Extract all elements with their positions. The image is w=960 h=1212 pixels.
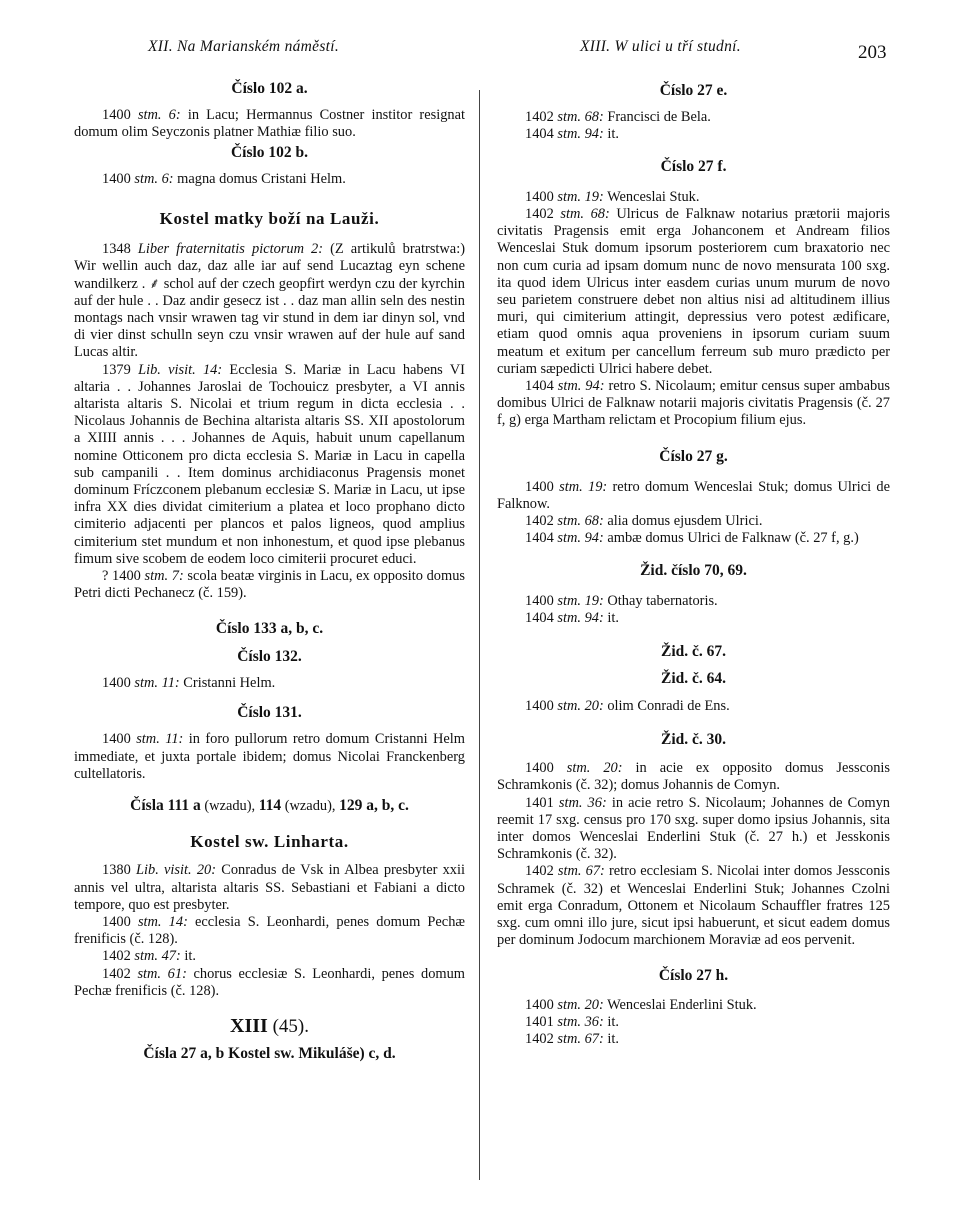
text-run: 1348 (102, 241, 138, 258)
right-column (497, 76, 890, 1048)
entry-paragraph (74, 731, 465, 783)
text-run: in foro pullorum retro domum Cristanni Helm immediate, et juxta portale ibidem; domus Nicolai Franckenberg cultellatoris. (74, 731, 465, 782)
entry-paragraph (74, 568, 465, 602)
text-run: it. (180, 948, 196, 965)
text-run: stm. 19: (559, 478, 608, 495)
text-run: stm. 68: (557, 513, 604, 530)
section-heading (74, 797, 465, 815)
text-run: Wenceslai Enderlini Stuk. (603, 996, 757, 1013)
text-run: stm. 36: (558, 794, 607, 811)
entry-paragraph (497, 189, 890, 206)
section-heading: Číslo 102 a. (231, 80, 308, 97)
text-run: 1402 (102, 965, 138, 982)
entry-paragraph (74, 862, 465, 914)
text-run: 129 a, b, c. (339, 796, 409, 814)
text-run: 1379 (102, 361, 139, 378)
text-run: stm. 36: (557, 1013, 604, 1030)
text-run: 1402 (102, 948, 135, 965)
entry-paragraph (74, 241, 465, 361)
entry-paragraph (497, 378, 890, 430)
text-run: stm. 68: (560, 206, 610, 223)
section-heading: Číslo 27 e. (659, 82, 728, 99)
text-run: 1400 (102, 170, 135, 187)
text-run: stm. 67: (557, 1030, 604, 1047)
text-run: 1400 (525, 697, 558, 714)
entry-paragraph (497, 1031, 890, 1048)
text-run: in Lacu; Hermannus Costner institor resignat domum olim Seyczonis platner Mathiæ filio suo. (74, 107, 465, 141)
entry-paragraph (497, 863, 890, 949)
text-run: retro ecclesiam S. Nicolai inter domos Jessconis Schramek (č. 32) et Wenceslai Enderlini Stuk; Johannes Czolni emit erga Conradum, Ottonem et Nicolaum Schauffler fratres 125 sxg. cum omni illo jure, sicut ipsi habuerunt, et sicut eadem domus per dominum Jodocum marchionem Moraviæ ad eos pervenit. (497, 863, 890, 949)
text-run: stm. 94: (557, 610, 604, 627)
running-header (0, 38, 960, 68)
entry-paragraph (497, 760, 890, 794)
text-run: Lib. visit. 20: (136, 862, 217, 879)
text-run: 1400 (525, 592, 558, 609)
entry-paragraph (497, 1014, 890, 1031)
text-run: 1400 (102, 731, 137, 748)
section-heading: Žid. č. 67. (660, 643, 727, 661)
column-divider (479, 90, 480, 1180)
section-heading: Číslo 27 g. (659, 447, 728, 465)
entry-paragraph (497, 126, 890, 143)
text-run: stm. 67: (557, 863, 605, 880)
text-run: it. (603, 610, 619, 627)
text-run: stm. 94: (557, 530, 604, 547)
section-heading: Kostel matky boží na Lauži. (159, 209, 380, 229)
text-run: scola beatæ virginis in Lacu, ex opposito domus Petri dicti Pechanecz (č. 159). (74, 568, 465, 602)
text-run: in acie ex opposito domus Jessconis Schramkonis (č. 32); domus Johannis de Comyn. (497, 760, 890, 794)
text-run: in acie retro S. Nicolaum; Johannes de Comyn reemit 17 sxg. census pro 170 sxg. super domo ipsius Johannis, sita inter domos Wenceslai Enderlini Stuk (č. 27 h.) et Jesskonis Schramkonis (č. 32). (497, 794, 890, 863)
text-run: 1400 (525, 996, 558, 1013)
text-run: 1404 (525, 530, 558, 547)
right-running-title: XIII. W ulici u tří studní. (580, 38, 741, 55)
text-run: 1404 (525, 378, 558, 395)
text-run: 1400 (525, 760, 567, 777)
text-run: stm. 47: (134, 948, 181, 965)
text-run: (wzadu), (200, 797, 259, 814)
text-run: 1400 (102, 674, 135, 691)
text-run: retro S. Nicolaum; emitur census super ambabus domibus Ulrici de Falknaw notarii majoris civitatis Pragensis (č. 27 f, g) erga Martham relictam et Procopium filium ejus. (497, 378, 890, 429)
text-run: 1400 (102, 107, 138, 124)
entry-paragraph (497, 513, 890, 530)
text-run: 1402 (525, 513, 558, 530)
section-heading: Číslo 27 h. (658, 967, 729, 985)
text-run: stm. 20: (566, 760, 623, 777)
text-run: retro domum Wenceslai Stuk; domus Ulrici de Falknow. (497, 478, 890, 513)
text-run: Cristanni Helm. (179, 674, 276, 691)
text-run: Wenceslai Stuk. (603, 188, 700, 205)
text-run: Othay tabernatoris. (603, 592, 718, 609)
text-run: it. (603, 1013, 619, 1030)
text-run: 1402 (525, 109, 558, 126)
text-run: stm. 14: (137, 913, 188, 930)
section-heading: Číslo 27 f. (660, 157, 727, 175)
text-run: alia domus ejusdem Ulrici. (603, 513, 763, 530)
text-run: Liber fraternitatis pictorum 2: (137, 241, 324, 258)
text-run: 1401 (525, 794, 559, 811)
text-run: 1400 (102, 913, 138, 930)
entry-paragraph (74, 675, 465, 692)
text-run: 114 (258, 796, 282, 814)
text-run: it. (603, 126, 619, 143)
page-number: 203 (858, 42, 887, 63)
text-run: stm. 94: (557, 378, 605, 395)
entry-paragraph (74, 107, 465, 141)
section-heading: Žid. číslo 70, 69. (640, 561, 747, 579)
text-run: ? 1400 (102, 568, 145, 585)
left-running-title: XII. Na Marianském náměstí. (148, 38, 340, 55)
entry-paragraph (74, 966, 465, 1000)
text-run: ambæ domus Ulrici de Falknaw (č. 27 f, g.) (603, 530, 859, 547)
text-run: Ecclesia S. Mariæ in Lacu habens VI altaria . . Johannes Jaroslai de Tochouicz presbyter, a VI annis altarista altaris S. Nicolai et trium regum in dicta ecclesia . . Nicolaus Johannis de Bechina altarista altaris SS. XII apostolorum a XIIII annis . . . Johannes de Aquis, habuit unum capellanum nomine Otticonem pro dicta ecclesia S. Mariæ in Lacu in capella sub campanili . . Item dominus archidiaconus Pragensis monet dominum Fríczconem plebanum ecclesiæ S. Mariæ in Lacu, ut ipse infra XX dies dividat cimiterium a platea et loco prophano dicto cimiterio adjacenti per plancos et palos ligneos, quod amplius cimiterium stet mundum et non inhonestum, et quod ipse plebanus fimum sive scobem de eodem loco cimiterii procuret educi. (74, 361, 465, 567)
text-run: stm. 6: (137, 107, 181, 124)
text-run: 1404 (525, 610, 558, 627)
text-run: Čísla 111 a (130, 796, 201, 814)
entry-paragraph (497, 610, 890, 627)
section-heading: Žid. č. 30. (660, 730, 727, 748)
text-run: chorus ecclesiæ S. Leonhardi, penes domum Pechæ frenificis (č. 128). (74, 965, 465, 999)
left-column (74, 76, 465, 1072)
text-run: stm. 6: (134, 170, 174, 187)
entry-paragraph (497, 109, 890, 126)
text-run: Francisci de Bela. (603, 109, 711, 126)
text-run: (Z artikulů bratrstwa:) Wir wellin auch daz, daz alle iar auf send Lucaztag eyn schene wandilkerz . ⸙ schol auf der czech geopfirt werdyn czu der kyrchin auf der hule . . Daz andir gesecz ist . . daz man allin seln des nestin montags nach vnsir wrawen tag vir stund in dem iar dinyn sol, vnd di vier dinst schulln seyn czu vnsir wrawen auf der hule auf sand Lucas altir. (74, 241, 465, 361)
text-run: (45). (267, 1015, 309, 1037)
entry-paragraph (497, 698, 890, 715)
text-run: stm. 11: (134, 674, 180, 691)
text-run: Conradus de Vsk in Albea presbyter xxii annis vel ultra, altarista altaris SS. Sebastiani et Fabiani a dicto tempore, quo est presbyter. (74, 862, 465, 913)
text-run: (wzadu), (281, 797, 340, 814)
text-run: it. (603, 1030, 619, 1047)
section-heading: Číslo 102 b. (230, 143, 309, 161)
section-heading: Číslo 133 a, b, c. (215, 620, 324, 638)
text-run: stm. 19: (557, 188, 604, 205)
text-run: stm. 19: (557, 592, 604, 609)
text-run: stm. 20: (557, 996, 604, 1013)
text-run: stm. 11: (136, 731, 184, 748)
chapter-heading (74, 1014, 465, 1037)
entry-paragraph (497, 206, 890, 378)
text-run: 1401 (525, 1013, 558, 1030)
text-run: 1402 (525, 206, 561, 223)
section-heading: Žid. č. 64. (660, 670, 727, 688)
text-run: stm. 61: (137, 965, 187, 982)
text-run: Lib. visit. 14: (138, 361, 223, 378)
text-run: magna domus Cristani Helm. (173, 170, 346, 187)
section-heading: Kostel sw. Linharta. (190, 832, 349, 852)
entry-paragraph (74, 171, 465, 188)
text-run: XIII (230, 1014, 268, 1037)
entry-paragraph (497, 479, 890, 513)
text-run: 1400 (525, 188, 558, 205)
section-heading: Číslo 132. (237, 647, 302, 665)
text-run: stm. 94: (557, 126, 604, 143)
entry-paragraph (74, 948, 465, 965)
entry-paragraph (497, 795, 890, 864)
text-run: 1402 (525, 863, 558, 880)
text-run: ecclesia S. Leonhardi, penes domum Pechæ frenificis (č. 128). (74, 913, 465, 948)
text-run: 1404 (525, 126, 558, 143)
text-run: 1400 (525, 478, 560, 495)
text-run: olim Conradi de Ens. (603, 697, 730, 714)
section-heading: Číslo 131. (237, 704, 302, 722)
entry-paragraph (497, 530, 890, 547)
text-run: stm. 20: (557, 697, 604, 714)
text-run: stm. 7: (144, 568, 184, 585)
section-heading: Čísla 27 a, b Kostel sw. Mikuláše) c, d. (143, 1045, 396, 1063)
entry-paragraph (74, 914, 465, 948)
entry-paragraph (497, 593, 890, 610)
entry-paragraph (497, 997, 890, 1014)
text-run: Ulricus de Falknaw notarius prætorii majoris civitatis Pragensis emit erga Johanconem et Andream filios Wenceslai Stuk domum ipsorum posteriorem cum braxatorio nec non cum curia ad ipsam domum nunc de novo mensurata 100 sxg. ita quod idem Ulricus inter easdem curias unum murum de novo seu parietem construere debet non altius nisi ad altitudinem illius muri, qui cimiterium attingit, depressius vero potest ædificare, etiam quod omnis aqua proveniens in ipsorum curiam suum meatum et exitum per cancellum ferreum sub muro prædicto per curiam sæpedicti Ulrici habere debet. (497, 206, 890, 377)
text-run: 1380 (102, 862, 137, 879)
entry-paragraph (74, 362, 465, 568)
text-run: stm. 68: (557, 109, 604, 126)
text-run: 1402 (525, 1030, 558, 1047)
